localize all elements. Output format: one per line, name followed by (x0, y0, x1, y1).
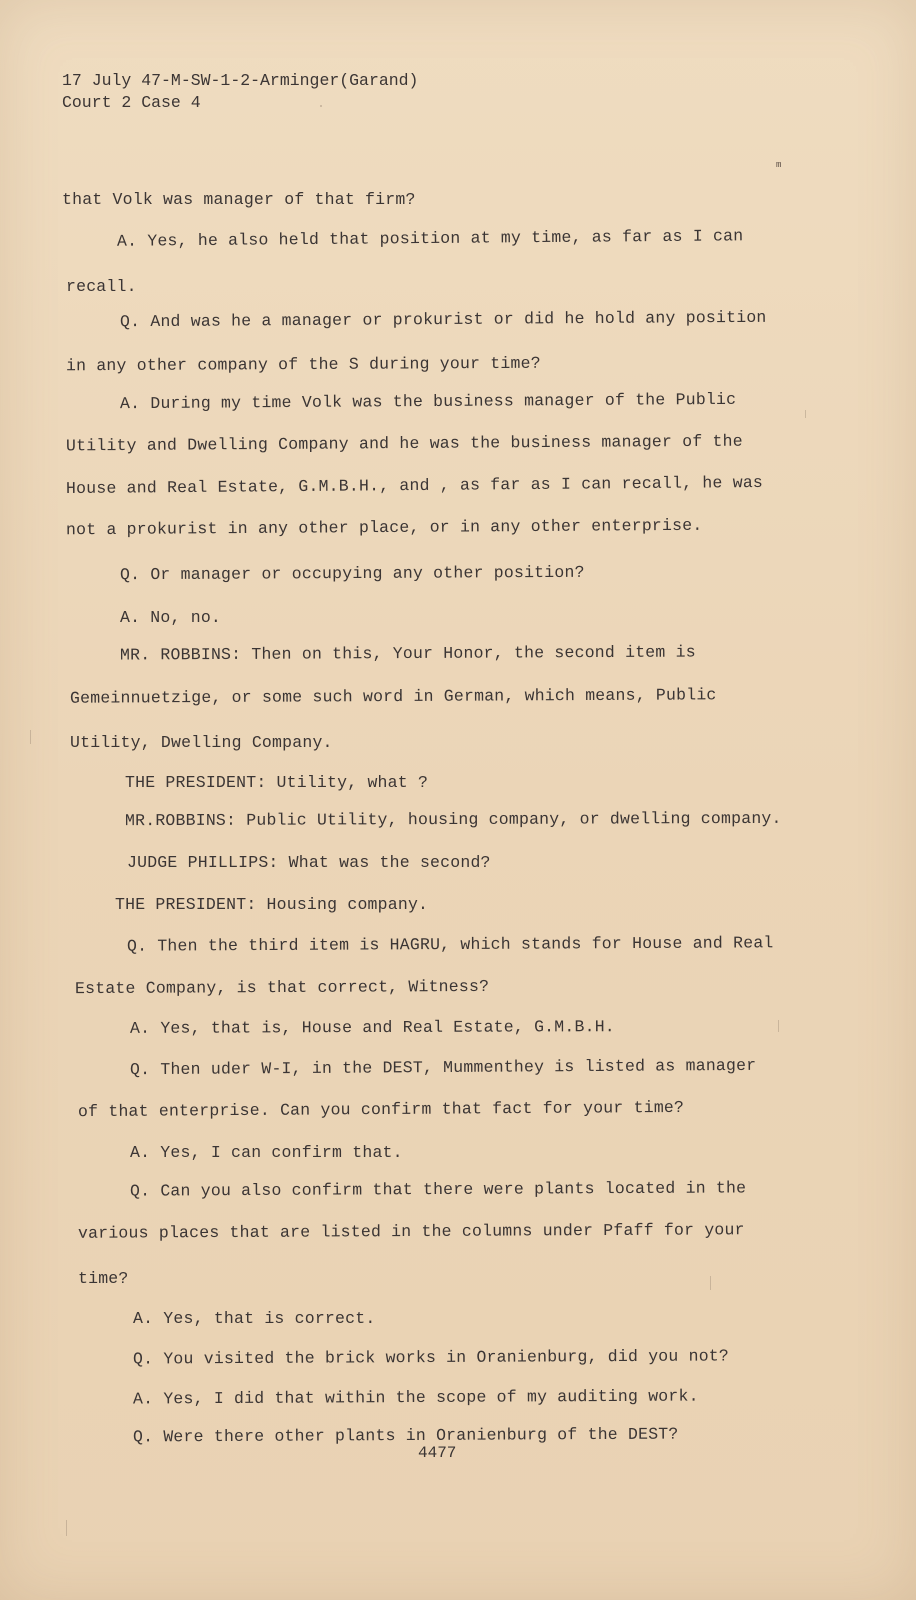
transcript-line: Gemeinnuetzige, or some such word in German, which means, Public (69, 685, 717, 708)
transcript-line: A. During my time Volk was the business manager of the Public (119, 389, 737, 414)
transcript-line: in any other company of the S during your time? (65, 353, 541, 376)
header-date-line: 17 July 47-M-SW-1-2-Arminger(Garand) (62, 71, 419, 90)
paper-speck (805, 410, 806, 418)
margin-mark: m (776, 160, 782, 170)
transcript-line: Q. You visited the brick works in Oranienburg, did you not? (132, 1346, 730, 1369)
transcript-line: Q. Then the third item is HAGRU, which stands for House and Real (126, 933, 774, 956)
transcript-line: MR.ROBBINS: Public Utility, housing company, or dwelling company. (124, 808, 782, 831)
transcript-line: A. Yes, that is correct. (133, 1309, 376, 1328)
transcript-line: Q. Or manager or occupying any other position? (119, 562, 585, 585)
page-number: 4477 (418, 1444, 457, 1462)
header-court-line: Court 2 Case 4 (62, 93, 201, 112)
paper-speck (710, 1276, 711, 1290)
paper-speck (320, 105, 322, 107)
transcript-line: A. Yes, I did that within the scope of my auditing work. (132, 1386, 699, 1409)
transcript-line: Utility and Dwelling Company and he was the business manager of the (65, 431, 743, 456)
transcript-line: Utility, Dwelling Company. (70, 733, 333, 752)
transcript-line: Q. Can you also confirm that there were plants located in the (129, 1178, 747, 1201)
transcript-line: Q. And was he a manager or prokurist or did he hold any position (119, 307, 767, 332)
transcript-line: A. Yes, that is, House and Real Estate, G.M.B.H. (129, 1017, 615, 1038)
transcript-line: A. Yes, I can confirm that. (130, 1143, 403, 1162)
transcript-line: of that enterprise. Can you confirm that fact for your time? (77, 1097, 685, 1122)
transcript-line: MR. ROBBINS: Then on this, Your Honor, the second item is (119, 642, 696, 665)
paper-speck (778, 1020, 779, 1032)
transcript-line: THE PRESIDENT: Utility, what ? (125, 773, 429, 792)
page-header (62, 70, 418, 114)
transcript-line: House and Real Estate, G.M.B.H., and , as far as I can recall, he was (65, 472, 764, 499)
transcript-line: A. Yes, he also held that position at my time, as far as I can (116, 226, 744, 251)
transcript-line: Q. Then uder W-I, in the DEST, Mummenthey is listed as manager (129, 1055, 757, 1080)
transcript-line: recall. (66, 277, 137, 296)
transcript-line: A. No, no. (120, 608, 222, 627)
transcript-line: JUDGE PHILLIPS: What was the second? (127, 853, 491, 872)
transcript-line: Estate Company, is that correct, Witness? (74, 976, 490, 999)
paper-speck (30, 730, 31, 744)
transcript-line: THE PRESIDENT: Housing company. (115, 895, 429, 914)
transcript-line: that Volk was manager of that firm? (62, 190, 416, 209)
transcript-line: not a prokurist in any other place, or in any other enterprise. (65, 515, 703, 540)
transcript-line: Q. Were there other plants in Oranienburg of the DEST? (132, 1424, 679, 1447)
transcript-line: time? (78, 1269, 129, 1288)
paper-speck (66, 1520, 67, 1536)
transcript-line: various places that are listed in the columns under Pfaff for your (77, 1220, 745, 1243)
